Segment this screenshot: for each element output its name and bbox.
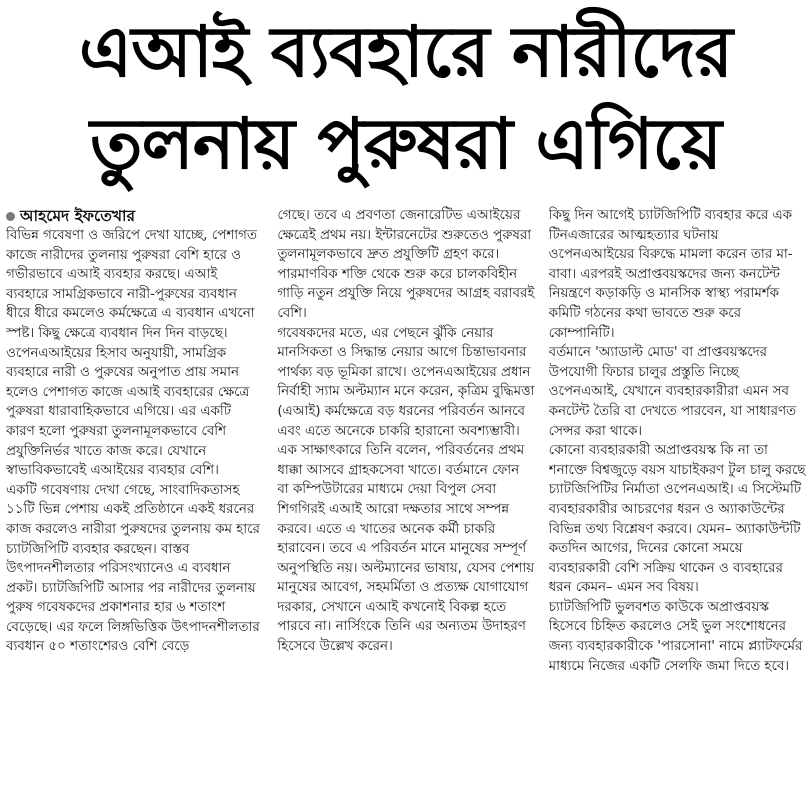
column-2 (277, 206, 534, 784)
paragraph: কিছু দিন আগেই চ্যাটজিপিটি ব্যবহার করে এক টিনএজারের আত্মহত্যার ঘটনায় ওপেনএআইয়ের বিরুদ্ধে মামলা করেন তার মা-বাবা। এরপরই অপ্রাপ্তবয়স্কদের জন্য কনটেন্ট নিয়ন্ত্রণে কড়াকড়ি ও মানসিক স্বাস্থ্য পরামর্শক কমিটি গঠনের কথা ভাবতে শুরু করে কোম্পানিটি। (548, 208, 793, 341)
paragraph: ওপেনএআইয়ের হিসাব অনুযায়ী, সামগ্রিক ব্যবহারে নারী ও পুরুষের অনুপাত প্রায় সমান হলেও পেশাগত কাজে এআই ব্যবহারের ক্ষেত্রে পুরুষরা ধারাবাহিকভাবে এগিয়ে। এর একটি কারণ হলো পুরুষরা তুলনামূলকভাবে বেশি প্রযুক্তিনির্ভর খাতে কাজ করে। যেখানে স্বাভাবিকভাবেই এআইয়ের ব্যবহার বেশি। (6, 345, 250, 479)
paragraph: গেছে। তবে এ প্রবণতা জেনারেটিভ এআইয়ের ক্ষেত্রেই প্রথম নয়। ইন্টারনেটের শুরুতেও পুরুষরা তুলনামূলকভাবে দ্রুত প্রযুক্তিটি গ্রহণ করে। পারমাণবিক শক্তি থেকে শুরু করে চালকবিহীন গাড়ি নতুন প্রযুক্তি নিয়ে পুরুষদের আগ্রহ বরাবরই বেশি। (277, 208, 535, 321)
paragraph: একটি গবেষণায় দেখা গেছে, সাংবাদিকতাসহ ১১টি ভিন্ন পেশায় একই প্রতিষ্ঠানে একই ধরনের কাজ করলেও নারীরা পুরুষদের তুলনায় কম হারে চ্যাটজিপিটি ব্যবহার করছেন। বাস্তব উৎপাদনশীলতার পরিসংখ্যানেও এ ব্যবধান প্রকট। চ্যাটজিপিটি আসার পর নারীদের তুলনায় পুরুষ গবেষকদের প্রকাশনার হার ৬ শতাংশ বেড়েছে। এর ফলে লিঙ্গভিত্তিক উৎপাদনশীলতার ব্যবধান ৫০ শতাংশেরও বেশি বেড়ে (6, 482, 260, 655)
paragraph: বিভিন্ন গবেষণা ও জরিপে দেখা যাচ্ছে, পেশাগত কাজে নারীদের তুলনায় পুরুষরা বেশি হারে ও গভীরভাবে এআই ব্যবহার করছে। এআই ব্যবহারে সামগ্রিকভাবে নারী-পুরুষের ব্যবধান ধীরে ধীরে কমলেও কর্মক্ষেত্রে এ ব্যবধান এখনো স্পষ্ট। কিছু ক্ষেত্রে ব্যবধান দিন দিন বাড়ছে। (6, 228, 257, 341)
article-body (6, 206, 806, 784)
headline (0, 6, 811, 190)
headline-line-2: তুলনায় পুরুষরা এগিয়ে (90, 103, 721, 185)
paragraph: চ্যাটজিপিটি ভুলবশত কাউকে অপ্রাপ্তবয়স্ক হিসেবে চিহ্নিত করলেও সেই ভুল সংশোধনের জন্য ব্যবহারকারীকে 'পারসোনা' নামে প্ল্যাটফর্মের মাধ্যমে নিজের একটি সেলফি জমা দিতে হবে। (548, 599, 803, 674)
paragraph: কোনো ব্যবহারকারী অপ্রাপ্তবয়স্ক কি না তা শনাক্তে বিশ্বজুড়ে বয়স যাচাইকরণ টুল চালু করছে চ্যাটজিপিটির নির্মাতা ওপেনএআই। এ সিস্টেমটি ব্যবহারকারীর আচরণের ধরন ও অ্যাকাউন্টের বিভিন্ন তথ্য বিশ্লেষণ করবে। যেমন– অ্যাকাউন্টটি কতদিন আগের, দিনের কোনো সময়ে ব্যবহারকারী বেশি সক্রিয় থাকেন ও ব্যবহারের ধরন কেমন– এমন সব বিষয়। (548, 443, 806, 596)
column-3 (549, 206, 806, 784)
column-1 (6, 206, 263, 784)
headline-line-1: এআই ব্যবহারে নারীদের (79, 11, 732, 93)
paragraph: গবেষকদের মতে, এর পেছনে ঝুঁকি নেয়ার মানসিকতা ও সিদ্ধান্ত নেয়ার আগে চিন্তাভাবনার পার্থক্য বড় ভূমিকা রাখে। ওপেনএআইয়ের প্রধান নির্বাহী স্যাম অল্টম্যান মনে করেন, কৃত্রিম বুদ্ধিমত্তা (এআই) কর্মক্ষেত্রে বড় ধরনের পরিবর্তন আনবে এবং এতে অনেকে চাকরি হারানো অবশ্যম্ভাবী। (277, 325, 535, 439)
bullet-dot-icon (6, 212, 15, 221)
paragraph: এক সাক্ষাৎকারে তিনি বলেন, পরিবর্তনের প্রথম ধাক্কা আসবে গ্রাহকসেবা খাতে। বর্তমানে ফোন বা কম্পিউটারের মাধ্যমে দেয়া বিপুল সেবা শিগগিরই এআই আরো দক্ষতার সাথে সম্পন্ন করবে। এতে এ খাতের অনেক কর্মী চাকরি হারাবেন। তবে এ পরিবর্তন মানে মানুষের সম্পূর্ণ অনুপস্থিতি নয়। অল্টম্যানের ভাষায়, যেসব পেশায় মানুষের আবেগ, সহমর্মিতা ও প্রত্যক্ষ যোগাযোগ দরকার, সেখানে এআই কখনোই বিকল্প হতে পারবে না। নার্সিংকে তিনি এর অন্যতম উদাহরণ হিসেবে উল্লেখ করেন। (277, 443, 535, 655)
paragraph: বর্তমানে 'অ্যাডাল্ট মোড' বা প্রাপ্তবয়স্কদের উপযোগী ফিচার চালুর প্রস্তুতি নিচ্ছে ওপেনএআই, যেখানে ব্যবহারকারীরা এমন সব কনটেন্ট তৈরি বা দেখতে পারবেন, যা সাধারণত সেন্সর করা থাকে। (548, 345, 797, 439)
byline (6, 206, 263, 226)
author-name: আহমেদ ইফতেখার (20, 207, 136, 225)
